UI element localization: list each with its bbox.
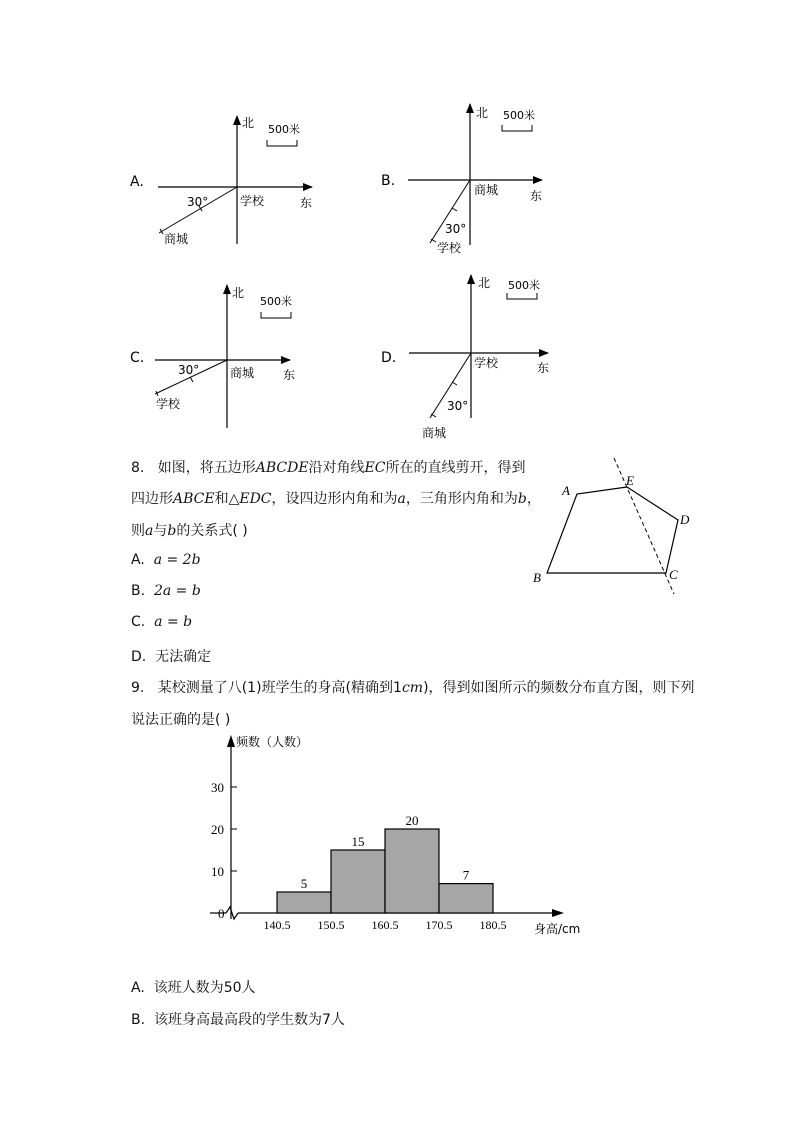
q8-text: 与 — [153, 523, 168, 539]
q8-math: ABCDE — [255, 460, 309, 476]
q8-text: ， — [526, 491, 541, 507]
north-label: 北 — [476, 106, 489, 120]
option-letter: A. — [130, 174, 144, 190]
east-label: 东 — [283, 368, 296, 382]
end-label: 商城 — [422, 426, 447, 440]
x-tick-label: 160.5 — [371, 918, 399, 932]
option-text: 无法确定 — [155, 649, 212, 665]
vertex-b: B — [533, 570, 541, 585]
vertex-a: A — [562, 483, 570, 498]
q8-text: ，设四边形内角和为 — [271, 491, 398, 507]
scale-label: 500米 — [268, 123, 300, 136]
x-tick-label: 150.5 — [317, 918, 345, 932]
east-label: 东 — [537, 361, 550, 375]
x-tick-label: 140.5 — [263, 918, 291, 932]
q8-text: 所在的直线剪开，得到 — [385, 460, 526, 476]
q8-text: ，三角形内角和为 — [405, 491, 518, 507]
q7-diagrams — [0, 0, 794, 450]
x-tick-label: 180.5 — [479, 918, 507, 932]
q9-text: 说法正确的是( ) — [131, 712, 231, 728]
end-label: 商城 — [164, 232, 189, 246]
q8-option-b[interactable] — [131, 583, 201, 599]
option-letter: B. — [381, 173, 396, 189]
x-axis-arrow — [552, 909, 564, 917]
option-letter: B. — [131, 583, 146, 599]
q8-option-c[interactable] — [131, 614, 192, 630]
north-label: 北 — [478, 276, 491, 290]
q8-math: ABCE — [173, 491, 215, 507]
x-tick-label: 170.5 — [425, 918, 453, 932]
angle-label: 30° — [447, 399, 469, 413]
east-label: 东 — [300, 196, 313, 210]
option-text: 2a = b — [153, 583, 201, 599]
q8-text: 和 — [214, 491, 229, 507]
q8-math: b — [517, 491, 527, 507]
q8-option-a[interactable] — [131, 552, 201, 568]
y-tick-label: 10 — [211, 864, 224, 879]
y-axis-arrow — [227, 735, 235, 747]
option-letter: D. — [131, 649, 147, 665]
q8-text: 的关系式( ) — [176, 523, 248, 539]
histogram-bar — [385, 829, 439, 913]
q9-number: 9. — [131, 680, 145, 696]
q7-option-a[interactable] — [130, 116, 312, 246]
q9-math: cm — [401, 680, 424, 696]
end-label: 学校 — [156, 397, 181, 411]
option-letter: C. — [130, 350, 145, 366]
q9-option-a[interactable] — [131, 977, 256, 997]
q8-line-3 — [131, 520, 248, 540]
q8-math: b — [167, 523, 177, 539]
bar-value-label: 20 — [405, 813, 419, 828]
q8-option-d[interactable] — [131, 646, 211, 666]
option-text: 该班人数为 — [153, 980, 224, 996]
angle-label: 30° — [178, 363, 200, 377]
q8-math: EC — [364, 460, 386, 476]
origin-label: 商城 — [230, 366, 255, 380]
option-letter: A. — [131, 552, 145, 568]
option-letter: B. — [131, 1012, 146, 1028]
q8-text: 四边形 — [131, 491, 173, 507]
histogram-bar — [331, 850, 385, 913]
q8-text: 如图，将五边形 — [157, 460, 256, 476]
north-label: 北 — [232, 286, 245, 300]
scale-label: 500米 — [508, 279, 540, 292]
vertex-d: D — [680, 512, 690, 527]
q9-text: (1) — [241, 680, 262, 696]
option-letter: D. — [381, 350, 397, 366]
y-tick-label: 0 — [218, 906, 225, 921]
scale-label: 500米 — [503, 109, 535, 122]
axis-break — [226, 907, 238, 919]
q7-option-c[interactable] — [130, 285, 295, 428]
angle-label: 30° — [187, 195, 209, 209]
bar-value-label: 5 — [300, 876, 308, 891]
x-axis-label: 身高/cm — [534, 922, 581, 936]
q8-line-2 — [131, 488, 541, 508]
end-label: 学校 — [437, 241, 462, 255]
histogram-bar — [439, 884, 493, 913]
option-letter: C. — [131, 614, 146, 630]
option-text: a = 2b — [153, 552, 201, 568]
bar-value-label: 7 — [462, 867, 470, 883]
q8-number: 8. — [131, 460, 145, 476]
north-label: 北 — [242, 116, 255, 130]
vertex-e: E — [626, 473, 634, 488]
option-number: 50 — [223, 980, 242, 996]
q9-histogram — [190, 725, 600, 950]
q9-text: 某校测量了八 — [157, 680, 242, 696]
q8-line-1 — [131, 457, 525, 477]
origin-label: 商城 — [474, 183, 499, 197]
q9-option-b[interactable] — [131, 1009, 345, 1029]
q8-text: 则 — [131, 523, 145, 539]
option-text: 该班身高最高段的学生数为 — [153, 1012, 322, 1028]
q9-text: )，得到如图所示的频数分布直方图，则下列 — [423, 680, 695, 696]
vertex-c: C — [669, 567, 678, 582]
q8-pentagon-figure — [517, 450, 700, 600]
angle-label: 30° — [445, 222, 467, 236]
origin-label: 学校 — [474, 356, 499, 370]
q8-math: △EDC — [228, 491, 272, 507]
option-text: a = b — [154, 614, 193, 630]
scale-label: 500米 — [260, 295, 292, 308]
east-label: 东 — [530, 189, 543, 203]
y-tick-label: 20 — [211, 822, 224, 837]
y-tick-label: 30 — [211, 780, 224, 795]
option-number: 7 — [321, 1012, 331, 1028]
q8-math: a — [397, 491, 406, 507]
q7-option-d[interactable] — [381, 275, 549, 440]
option-text: 人 — [241, 980, 256, 996]
q7-option-b[interactable] — [381, 104, 542, 255]
q9-text: 1 — [393, 680, 402, 696]
histogram-bar — [277, 892, 331, 913]
q8-math: a — [145, 523, 154, 539]
bar-value-label: 15 — [351, 834, 365, 849]
q9-text: 班学生的身高(精确到 — [261, 680, 394, 696]
option-letter: A. — [131, 980, 145, 996]
option-text: 人 — [330, 1012, 345, 1028]
y-axis-label: 频数（人数） — [236, 735, 309, 749]
q9-line-1 — [131, 677, 695, 697]
q8-text: 沿对角线 — [308, 460, 365, 476]
origin-label: 学校 — [240, 194, 265, 208]
